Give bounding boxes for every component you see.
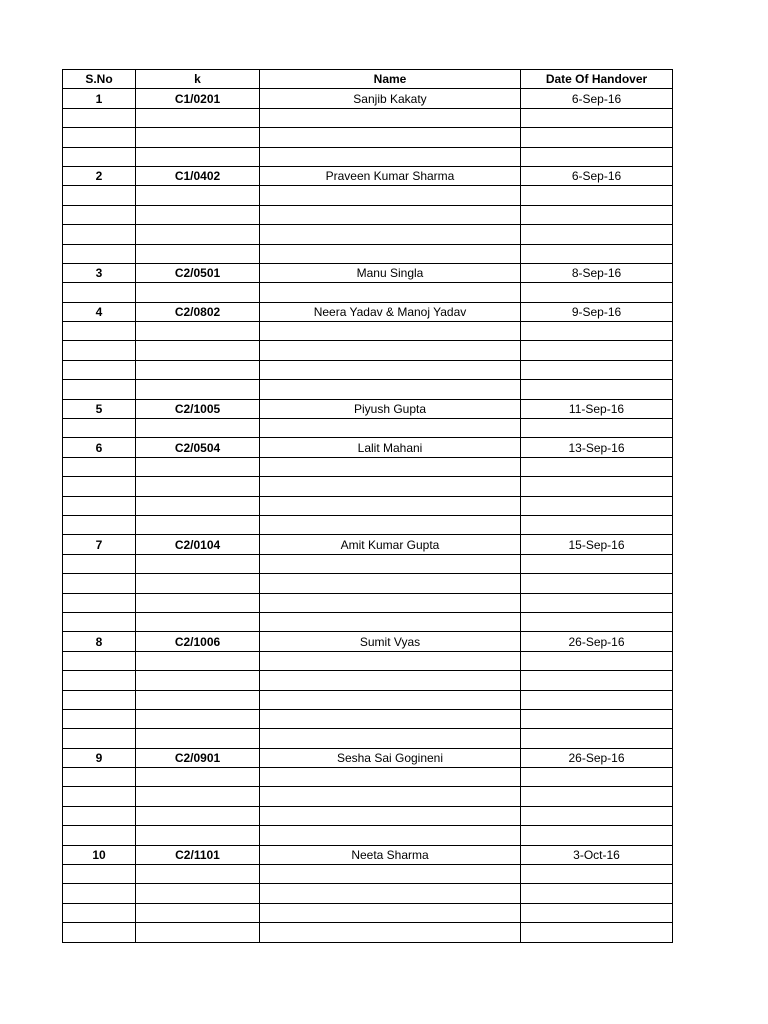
cell-name: Lalit Mahani (260, 438, 521, 457)
empty-cell (260, 690, 521, 709)
cell-date: 8-Sep-16 (521, 263, 673, 282)
empty-cell (136, 787, 260, 806)
empty-cell (136, 923, 260, 942)
empty-cell (63, 554, 136, 573)
empty-cell (260, 612, 521, 631)
cell-name: Sumit Vyas (260, 632, 521, 651)
empty-cell (136, 651, 260, 670)
empty-row (63, 787, 673, 806)
empty-cell (136, 709, 260, 728)
table-row (63, 535, 673, 554)
header-name: Name (260, 70, 521, 89)
empty-row (63, 380, 673, 399)
empty-cell (136, 690, 260, 709)
cell-code: C2/0104 (136, 535, 260, 554)
empty-cell (63, 515, 136, 534)
empty-cell (136, 729, 260, 748)
cell-sno: 8 (63, 632, 136, 651)
empty-cell (63, 768, 136, 787)
empty-cell (63, 225, 136, 244)
cell-code: C2/1005 (136, 399, 260, 418)
empty-row (63, 903, 673, 922)
empty-cell (136, 574, 260, 593)
empty-cell (260, 283, 521, 302)
empty-row (63, 341, 673, 360)
empty-cell (63, 128, 136, 147)
empty-cell (63, 496, 136, 515)
empty-cell (521, 806, 673, 825)
empty-cell (521, 419, 673, 438)
table-row (63, 89, 673, 108)
table-row (63, 438, 673, 457)
cell-name: Manu Singla (260, 263, 521, 282)
cell-sno: 5 (63, 399, 136, 418)
empty-cell (63, 651, 136, 670)
empty-cell (136, 496, 260, 515)
table-row (63, 399, 673, 418)
empty-cell (521, 380, 673, 399)
table-body (63, 89, 673, 942)
cell-sno: 6 (63, 438, 136, 457)
empty-cell (136, 147, 260, 166)
empty-cell (521, 768, 673, 787)
empty-cell (136, 884, 260, 903)
cell-date: 26-Sep-16 (521, 748, 673, 767)
empty-cell (521, 865, 673, 884)
empty-cell (260, 787, 521, 806)
empty-row (63, 806, 673, 825)
empty-row (63, 419, 673, 438)
empty-cell (63, 205, 136, 224)
empty-cell (260, 477, 521, 496)
cell-date: 6-Sep-16 (521, 89, 673, 108)
empty-cell (521, 322, 673, 341)
empty-cell (63, 865, 136, 884)
empty-cell (63, 360, 136, 379)
empty-row (63, 690, 673, 709)
empty-row (63, 225, 673, 244)
empty-cell (260, 147, 521, 166)
empty-cell (63, 884, 136, 903)
cell-code: C2/0504 (136, 438, 260, 457)
empty-cell (136, 477, 260, 496)
empty-cell (136, 341, 260, 360)
empty-cell (260, 826, 521, 845)
empty-row (63, 612, 673, 631)
empty-cell (521, 903, 673, 922)
cell-code: C2/1101 (136, 845, 260, 864)
header-date: Date Of Handover (521, 70, 673, 89)
cell-name: Sesha Sai Gogineni (260, 748, 521, 767)
empty-row (63, 322, 673, 341)
empty-cell (521, 147, 673, 166)
empty-cell (63, 690, 136, 709)
cell-date: 13-Sep-16 (521, 438, 673, 457)
cell-name: Praveen Kumar Sharma (260, 166, 521, 185)
empty-cell (260, 380, 521, 399)
empty-row (63, 477, 673, 496)
empty-row (63, 457, 673, 476)
empty-cell (521, 205, 673, 224)
table-row (63, 302, 673, 321)
empty-cell (136, 225, 260, 244)
empty-cell (521, 690, 673, 709)
empty-row (63, 205, 673, 224)
empty-cell (63, 244, 136, 263)
empty-cell (63, 671, 136, 690)
empty-cell (63, 826, 136, 845)
empty-row (63, 865, 673, 884)
empty-cell (260, 341, 521, 360)
empty-cell (136, 768, 260, 787)
cell-code: C2/1006 (136, 632, 260, 651)
handover-table (62, 69, 673, 943)
empty-row (63, 147, 673, 166)
cell-code: C2/0501 (136, 263, 260, 282)
cell-date: 6-Sep-16 (521, 166, 673, 185)
empty-row (63, 651, 673, 670)
empty-cell (63, 186, 136, 205)
empty-cell (521, 186, 673, 205)
empty-row (63, 283, 673, 302)
empty-cell (260, 884, 521, 903)
header-row (63, 70, 673, 89)
empty-row (63, 515, 673, 534)
empty-cell (260, 593, 521, 612)
empty-cell (136, 903, 260, 922)
empty-cell (521, 283, 673, 302)
empty-cell (260, 205, 521, 224)
empty-cell (136, 554, 260, 573)
cell-sno: 10 (63, 845, 136, 864)
empty-row (63, 884, 673, 903)
empty-row (63, 826, 673, 845)
cell-sno: 7 (63, 535, 136, 554)
empty-cell (136, 612, 260, 631)
cell-date: 26-Sep-16 (521, 632, 673, 651)
empty-cell (521, 826, 673, 845)
cell-name: Sanjib Kakaty (260, 89, 521, 108)
empty-cell (521, 108, 673, 127)
cell-name: Neera Yadav & Manoj Yadav (260, 302, 521, 321)
cell-date: 11-Sep-16 (521, 399, 673, 418)
empty-cell (260, 768, 521, 787)
table-row (63, 632, 673, 651)
empty-cell (136, 108, 260, 127)
empty-cell (521, 729, 673, 748)
empty-cell (521, 225, 673, 244)
empty-cell (136, 419, 260, 438)
empty-cell (260, 574, 521, 593)
empty-cell (63, 380, 136, 399)
cell-name: Amit Kumar Gupta (260, 535, 521, 554)
empty-cell (136, 205, 260, 224)
empty-cell (521, 709, 673, 728)
empty-cell (521, 477, 673, 496)
empty-cell (260, 806, 521, 825)
empty-cell (521, 457, 673, 476)
empty-cell (260, 729, 521, 748)
empty-cell (260, 419, 521, 438)
empty-cell (63, 147, 136, 166)
cell-code: C1/0402 (136, 166, 260, 185)
empty-cell (521, 515, 673, 534)
empty-cell (136, 671, 260, 690)
empty-row (63, 186, 673, 205)
cell-name: Neeta Sharma (260, 845, 521, 864)
header-sno: S.No (63, 70, 136, 89)
empty-cell (521, 923, 673, 942)
empty-cell (521, 884, 673, 903)
empty-cell (260, 923, 521, 942)
empty-cell (136, 186, 260, 205)
empty-cell (136, 806, 260, 825)
empty-cell (136, 360, 260, 379)
empty-cell (260, 651, 521, 670)
cell-date: 3-Oct-16 (521, 845, 673, 864)
empty-cell (521, 593, 673, 612)
empty-cell (260, 322, 521, 341)
empty-cell (136, 322, 260, 341)
empty-row (63, 923, 673, 942)
empty-cell (521, 574, 673, 593)
table-row (63, 748, 673, 767)
empty-cell (521, 128, 673, 147)
empty-row (63, 593, 673, 612)
cell-sno: 3 (63, 263, 136, 282)
empty-cell (136, 244, 260, 263)
empty-cell (521, 360, 673, 379)
cell-date: 15-Sep-16 (521, 535, 673, 554)
empty-cell (136, 128, 260, 147)
empty-cell (136, 826, 260, 845)
empty-cell (260, 671, 521, 690)
empty-cell (63, 108, 136, 127)
empty-cell (260, 186, 521, 205)
empty-cell (136, 515, 260, 534)
empty-cell (63, 574, 136, 593)
empty-cell (260, 225, 521, 244)
empty-row (63, 671, 673, 690)
empty-cell (63, 419, 136, 438)
cell-sno: 2 (63, 166, 136, 185)
cell-name: Piyush Gupta (260, 399, 521, 418)
empty-cell (260, 457, 521, 476)
table-row (63, 166, 673, 185)
empty-cell (521, 671, 673, 690)
header-code: k (136, 70, 260, 89)
empty-row (63, 729, 673, 748)
empty-cell (521, 612, 673, 631)
cell-code: C2/0802 (136, 302, 260, 321)
cell-date: 9-Sep-16 (521, 302, 673, 321)
empty-cell (521, 496, 673, 515)
empty-row (63, 108, 673, 127)
empty-cell (63, 709, 136, 728)
empty-cell (260, 128, 521, 147)
cell-sno: 4 (63, 302, 136, 321)
empty-cell (63, 477, 136, 496)
empty-cell (63, 923, 136, 942)
empty-cell (136, 283, 260, 302)
empty-cell (63, 729, 136, 748)
empty-cell (63, 593, 136, 612)
cell-sno: 9 (63, 748, 136, 767)
empty-row (63, 574, 673, 593)
cell-code: C1/0201 (136, 89, 260, 108)
empty-row (63, 554, 673, 573)
empty-cell (136, 593, 260, 612)
empty-cell (260, 865, 521, 884)
empty-cell (136, 380, 260, 399)
empty-cell (63, 322, 136, 341)
empty-row (63, 768, 673, 787)
cell-sno: 1 (63, 89, 136, 108)
empty-row (63, 244, 673, 263)
empty-cell (260, 360, 521, 379)
empty-cell (260, 496, 521, 515)
empty-cell (63, 283, 136, 302)
empty-cell (63, 457, 136, 476)
table-row (63, 263, 673, 282)
empty-cell (521, 651, 673, 670)
empty-cell (521, 554, 673, 573)
empty-cell (136, 457, 260, 476)
empty-cell (260, 554, 521, 573)
empty-cell (63, 612, 136, 631)
table-row (63, 845, 673, 864)
empty-cell (521, 244, 673, 263)
empty-cell (63, 787, 136, 806)
empty-cell (260, 709, 521, 728)
empty-cell (63, 806, 136, 825)
empty-row (63, 360, 673, 379)
empty-cell (521, 341, 673, 360)
empty-row (63, 496, 673, 515)
empty-cell (521, 787, 673, 806)
empty-cell (63, 341, 136, 360)
empty-cell (260, 108, 521, 127)
empty-cell (260, 244, 521, 263)
empty-cell (260, 903, 521, 922)
empty-cell (63, 903, 136, 922)
empty-cell (136, 865, 260, 884)
empty-row (63, 128, 673, 147)
empty-cell (260, 515, 521, 534)
cell-code: C2/0901 (136, 748, 260, 767)
empty-row (63, 709, 673, 728)
